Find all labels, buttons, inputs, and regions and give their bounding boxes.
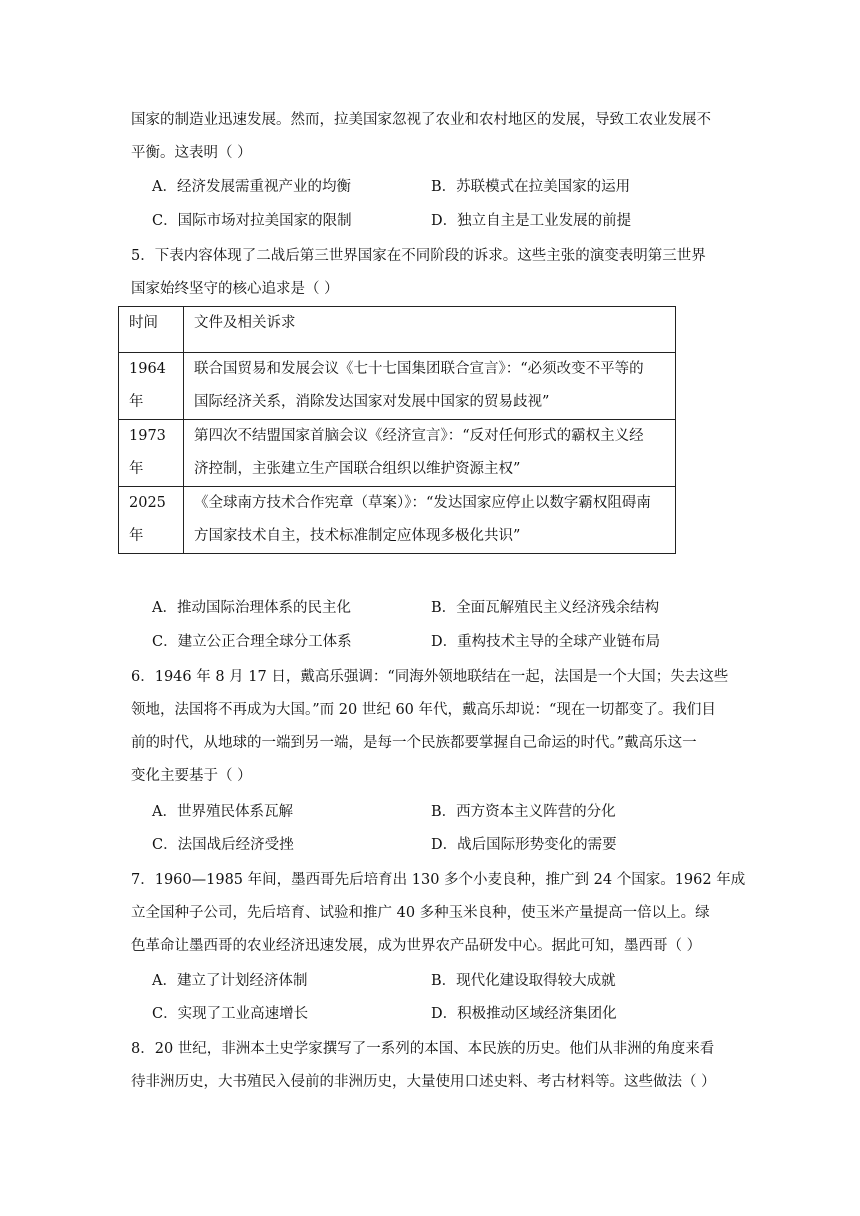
table-cell-text: [184, 353, 676, 420]
question-6-options-row-1: [152, 796, 732, 829]
question-4-options-row-2: [152, 205, 732, 238]
question-5-options-row-1: [152, 592, 732, 625]
question-6-option-c[interactable]: C．法国战后经济受挫: [152, 837, 294, 853]
table-header-content: 文件及相关诉求: [184, 307, 676, 353]
question-6-options-row-2: [152, 829, 732, 862]
question-8-stem: [131, 1033, 731, 1099]
question-4-option-c[interactable]: C．国际市场对拉美国家的限制: [152, 213, 352, 229]
table-cell-text: [184, 420, 676, 487]
question-6-line: 6．1946 年 8 月 17 日，戴高乐强调：“同海外领地联结在一起，法国是一个大国；失去这些: [131, 669, 729, 685]
year-number: 1964: [129, 361, 166, 377]
question-5-options-row-2: [152, 626, 732, 659]
table-cell-text: [184, 487, 676, 554]
question-4-options-row-1: [152, 171, 732, 204]
table-row: [119, 487, 676, 554]
question-7-options-row-2: [152, 998, 732, 1031]
question-7-option-c[interactable]: C．实现了工业高速增长: [152, 1006, 309, 1022]
year-unit: 年: [129, 528, 144, 544]
table-row: [119, 353, 676, 420]
table-header-row: [119, 307, 676, 353]
question-5-option-b[interactable]: B．全面瓦解殖民主义经济残余结构: [431, 600, 660, 616]
question-6-option-b[interactable]: B．西方资本主义阵营的分化: [431, 804, 616, 820]
question-7-line: 立全国种子公司，先后培育、试验和推广 40 多种玉米良种，使玉米产量提高一倍以上。绿: [131, 905, 710, 921]
question-7-line: 色革命让墨西哥的农业经济迅速发展，成为世界农产品研发中心。据此可知，墨西哥（ ）: [131, 938, 702, 954]
cell-line: 国际经济关系，消除发达国家对发展中国家的贸易歧视”: [194, 394, 550, 410]
question-4-option-d[interactable]: D．独立自主是工业发展的前提: [431, 213, 632, 229]
question-6-line: 变化主要基于（ ）: [131, 768, 252, 784]
cell-line: 方国家技术自主，技术标准制定应体现多极化共识”: [194, 528, 521, 544]
question-7-option-a[interactable]: A．建立了计划经济体制: [152, 973, 308, 989]
question-7-options-row-1: [152, 965, 732, 998]
table-header-time: 时间: [119, 307, 184, 353]
table-row: [119, 420, 676, 487]
question-5-option-c[interactable]: C．建立公正合理全球分工体系: [152, 634, 352, 650]
question-4-line: 国家的制造业迅速发展。然而，拉美国家忽视了农业和农村地区的发展，导致工农业发展不: [131, 112, 711, 128]
question-4-option-b[interactable]: B．苏联模式在拉美国家的运用: [431, 179, 631, 195]
question-6-option-a[interactable]: A．世界殖民体系瓦解: [152, 804, 293, 820]
year-number: 2025: [129, 495, 166, 511]
question-6-option-d[interactable]: D．战后国际形势变化的需要: [431, 837, 617, 853]
question-6-line: 前的时代，从地球的一端到另一端，是每一个民族都要掌握自己命运的时代。”戴高乐这一: [131, 735, 697, 751]
year-unit: 年: [129, 461, 144, 477]
question-7-option-b[interactable]: B．现代化建设取得较大成就: [431, 973, 616, 989]
year-number: 1973: [129, 428, 166, 444]
question-5-stem: [131, 240, 731, 306]
question-6-line: 领地，法国将不再成为大国。”而 20 世纪 60 年代，戴高乐却说：“现在一切都变了。我们目: [131, 702, 716, 718]
question-5-option-d[interactable]: D．重构技术主导的全球产业链布局: [431, 634, 661, 650]
question-7-line: 7．1960—1985 年间，墨西哥先后培育出 130 多个小麦良种，推广到 24 个国家。1962 年成: [131, 872, 746, 888]
table-cell-year: [119, 420, 184, 487]
table-cell-year: [119, 487, 184, 554]
cell-line: 联合国贸易和发展会议《七十七国集团联合宣言》：“必须改变不平等的: [194, 361, 644, 377]
table-cell-year: [119, 353, 184, 420]
question-4-option-a[interactable]: A．经济发展需重视产业的均衡: [152, 179, 351, 195]
question-5-option-a[interactable]: A．推动国际治理体系的民主化: [152, 600, 351, 616]
question-5-table: [118, 306, 676, 554]
question-5-line: 5．下表内容体现了二战后第三世界国家在不同阶段的诉求。这些主张的演变表明第三世界: [131, 248, 706, 264]
cell-line: 《全球南方技术合作宪章（草案）》：“发达国家应停止以数字霸权阻碍南: [194, 495, 651, 511]
question-5-line: 国家始终坚守的核心追求是（ ）: [131, 281, 339, 297]
question-8-line: 待非洲历史，大书殖民入侵前的非洲历史，大量使用口述史料、考古材料等。这些做法（ ）: [131, 1074, 716, 1090]
question-7-option-d[interactable]: D．积极推动区域经济集团化: [431, 1006, 617, 1022]
question-8-line: 8．20 世纪，非洲本土史学家撰写了一系列的本国、本民族的历史。他们从非洲的角度来看: [131, 1041, 715, 1057]
question-7-stem: [131, 864, 746, 963]
year-unit: 年: [129, 394, 144, 410]
cell-line: 济控制，主张建立生产国联合组织以维护资源主权”: [194, 461, 521, 477]
question-6-stem: [131, 661, 731, 793]
question-4-line: 平衡。这表明（ ）: [131, 145, 252, 161]
question-4-stem: [131, 104, 731, 170]
cell-line: 第四次不结盟国家首脑会议《经济宣言》：“反对任何形式的霸权主义经: [194, 428, 644, 444]
